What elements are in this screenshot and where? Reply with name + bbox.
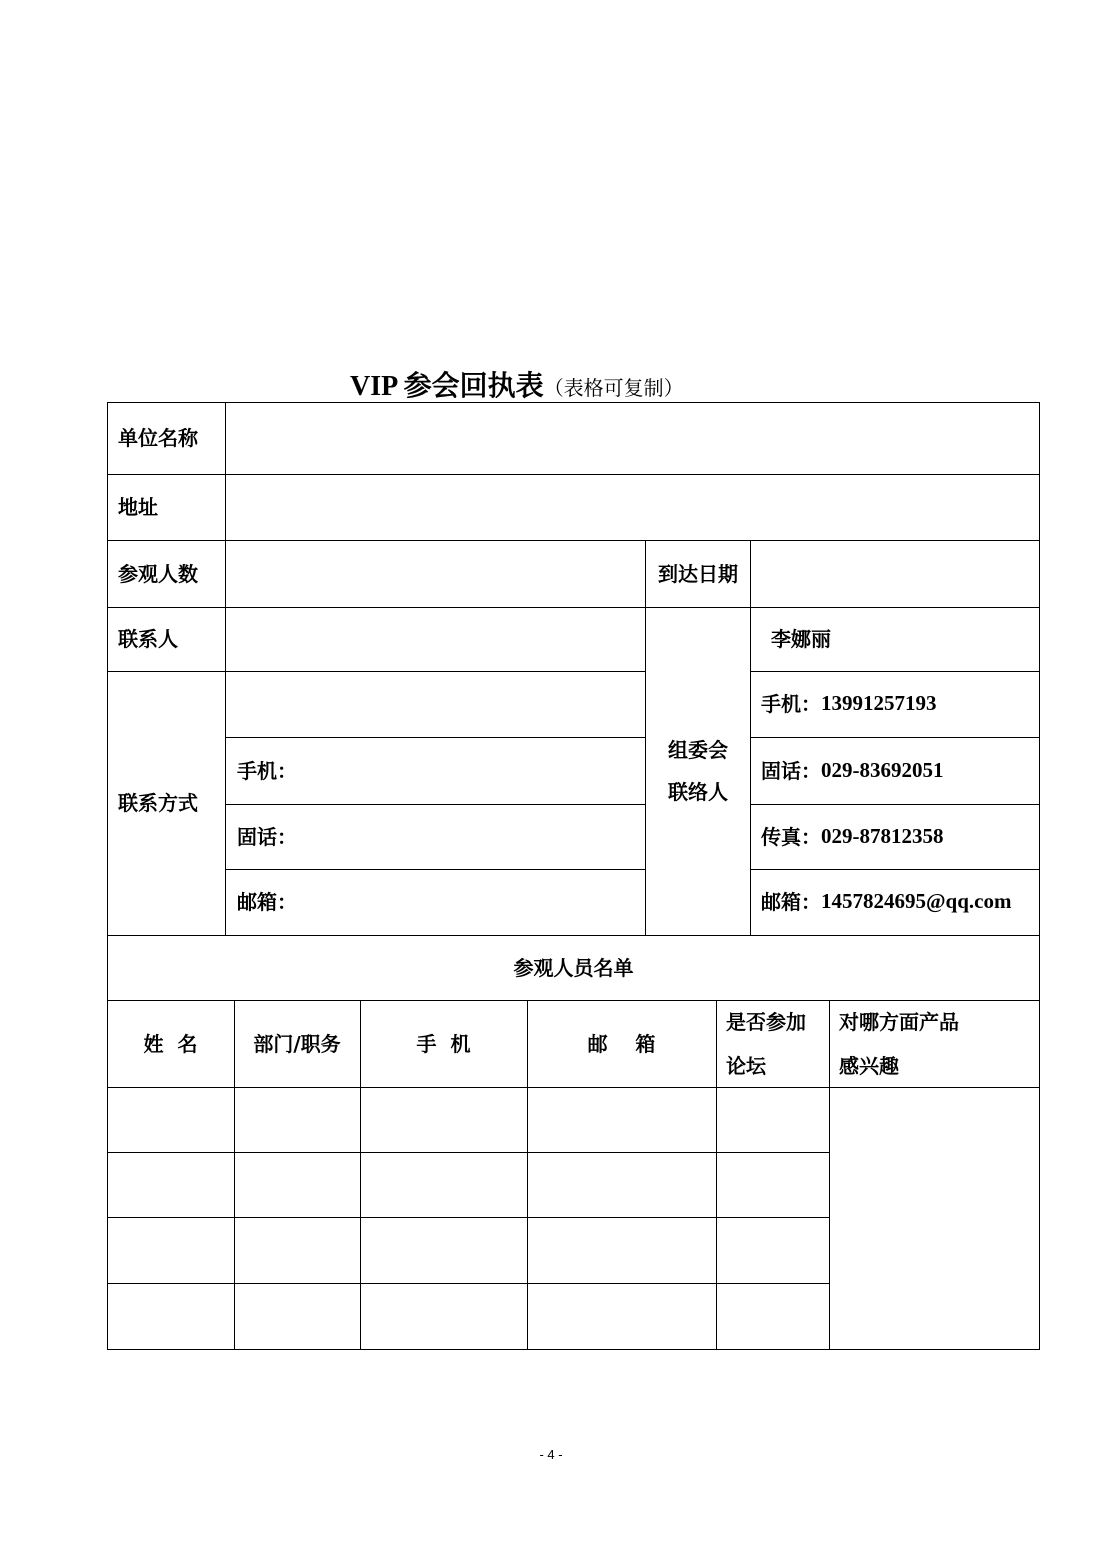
organizer-landline-value: 029-83692051 [821, 757, 944, 782]
col-header-mobile: 手 机 [416, 1031, 471, 1056]
visitor-row-1-mobile[interactable] [361, 1088, 527, 1152]
contact-email-field[interactable] [237, 869, 644, 935]
col-header-interest-line2: 感兴趣 [839, 1053, 899, 1078]
visitor-row-2-email[interactable] [528, 1153, 716, 1217]
contact-landline-label: 固话： [237, 824, 297, 849]
organizer-landline-label: 固话： [761, 758, 821, 783]
col-header-email: 邮 箱 [587, 1031, 656, 1056]
organizer-contact-label-line1: 组委会 [668, 738, 728, 762]
form-title-note: （表格可复制） [543, 376, 684, 400]
contact-mobile-field[interactable] [237, 737, 644, 804]
organizer-name: 李娜丽 [771, 627, 831, 651]
contact-method-label: 联系方式 [118, 791, 198, 815]
visitor-row-2-mobile[interactable] [361, 1153, 527, 1217]
contact-email-label: 邮箱： [237, 890, 297, 914]
organizer-email [761, 869, 1011, 935]
visitor-row-4-mobile[interactable] [361, 1284, 527, 1349]
col-header-dept: 部门/职务 [253, 1031, 341, 1056]
organizer-email-label: 邮箱： [761, 890, 821, 914]
arrival-date-field[interactable] [751, 541, 1038, 607]
form-title [350, 364, 684, 404]
visitor-row-2-name[interactable] [108, 1153, 234, 1217]
table-line [1039, 402, 1040, 1350]
organizer-mobile-value: 13991257193 [821, 691, 937, 716]
visitor-row-4-email[interactable] [528, 1284, 716, 1349]
col-header-forum-line1: 是否参加 [726, 1009, 806, 1034]
organizer-contact-label [646, 607, 750, 935]
organizer-contact-label-line2: 联络人 [668, 780, 728, 804]
visitor-count-field[interactable] [226, 541, 644, 607]
organizer-fax-label: 传真： [761, 824, 821, 849]
contact-person-label: 联系人 [118, 627, 178, 651]
organizer-fax [761, 804, 944, 869]
contact-person-field[interactable] [226, 608, 644, 671]
visitor-row-1-dept[interactable] [235, 1088, 360, 1152]
visitor-list-heading: 参观人员名单 [513, 955, 634, 980]
organizer-mobile [761, 671, 937, 737]
visitor-row-3-name[interactable] [108, 1218, 234, 1283]
contact-extra-field[interactable] [226, 672, 644, 737]
visitor-count-label: 参观人数 [118, 561, 198, 586]
organizer-landline [761, 737, 944, 804]
organizer-email-value: 1457824695@qq.com [821, 889, 1012, 914]
arrival-date-label: 到达日期 [658, 561, 738, 586]
visitor-row-4-name[interactable] [108, 1284, 234, 1349]
address-field[interactable] [226, 475, 1038, 540]
organizer-fax-value: 029-87812358 [821, 823, 944, 848]
visitor-row-3-mobile[interactable] [361, 1218, 527, 1283]
address-label: 地址 [118, 495, 158, 519]
visitor-row-2-dept[interactable] [235, 1153, 360, 1217]
table-line [107, 1349, 1040, 1350]
visitor-row-2-forum[interactable] [717, 1153, 829, 1217]
visitor-row-4-forum[interactable] [717, 1284, 829, 1349]
unit-name-label: 单位名称 [118, 426, 198, 450]
col-header-forum-line2: 论坛 [726, 1053, 766, 1078]
page-number: - 4 - [539, 1447, 563, 1462]
visitor-row-3-dept[interactable] [235, 1218, 360, 1283]
receipt-form-table [107, 402, 1040, 1350]
col-header-name: 姓 名 [143, 1031, 198, 1056]
col-header-interest [839, 1000, 959, 1087]
organizer-mobile-label: 手机： [761, 692, 821, 716]
visitor-row-1-forum[interactable] [717, 1088, 829, 1152]
contact-mobile-label: 手机： [237, 758, 297, 783]
visitor-row-3-forum[interactable] [717, 1218, 829, 1283]
contact-landline-field[interactable] [237, 804, 644, 869]
col-header-interest-line1: 对哪方面产品 [839, 1009, 959, 1034]
visitor-row-1-email[interactable] [528, 1088, 716, 1152]
visitor-row-4-dept[interactable] [235, 1284, 360, 1349]
interest-field[interactable] [830, 1088, 1039, 1349]
visitor-row-3-email[interactable] [528, 1218, 716, 1283]
visitor-row-1-name[interactable] [108, 1088, 234, 1152]
col-header-forum [726, 1000, 806, 1087]
form-title-main: VIP 参会回执表 [350, 371, 544, 402]
unit-name-field[interactable] [226, 403, 1038, 474]
